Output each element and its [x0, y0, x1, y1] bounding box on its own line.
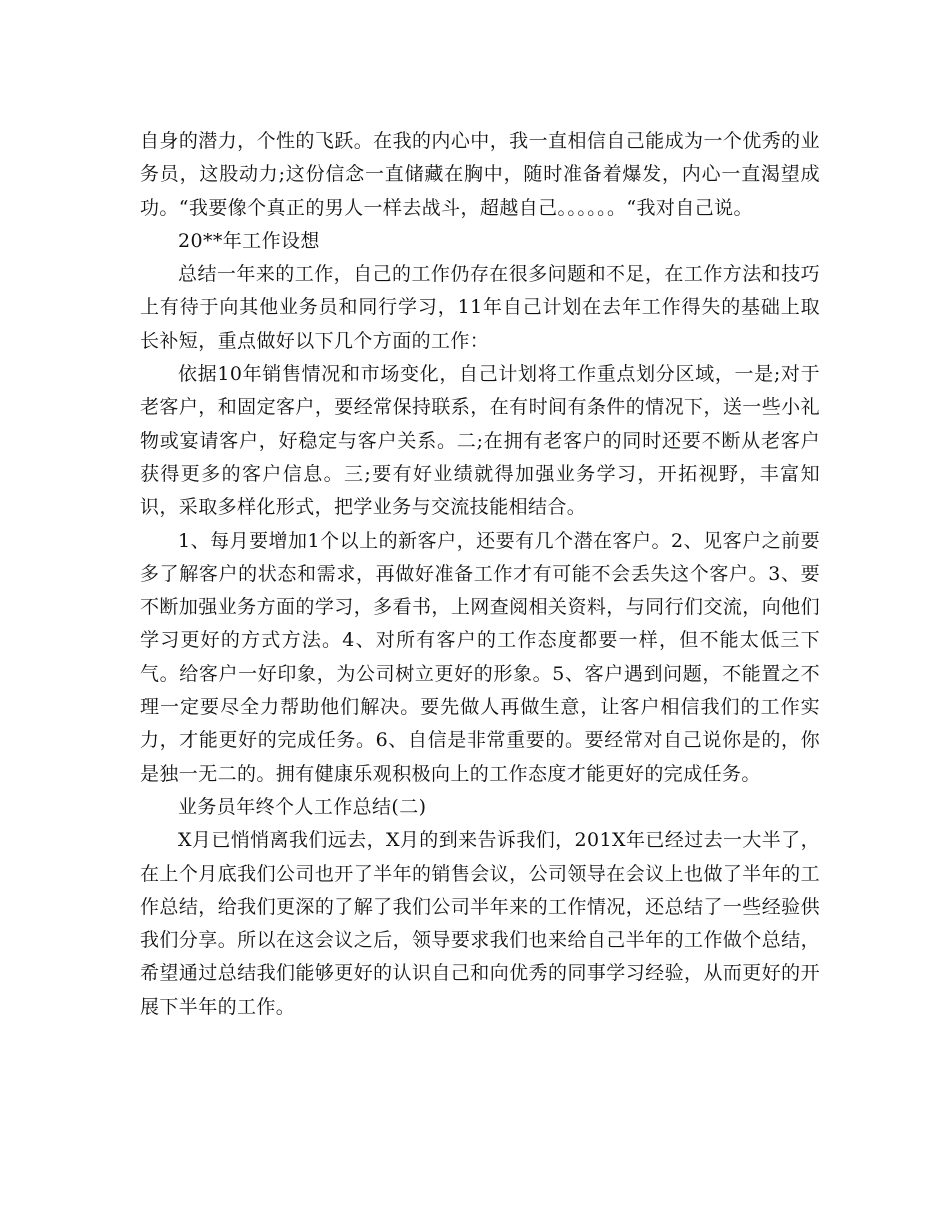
paragraph-1: 自身的潜力，个性的飞跃。在我的内心中，我一直相信自己能成为一个优秀的业务员，这股动力;这份信念一直储藏在胸中，随时准备着爆发，内心一直渴望成功。“我要像个真正的男人一样去战斗，超越自己。。。。。。“我对自己说。: [140, 130, 820, 219]
section-heading-summary-two: 业务员年终个人工作总结(二): [178, 795, 427, 818]
paragraph-4: 依据10年销售情况和市场变化，自己计划将工作重点划分区域，一是;对于老客户，和固定客户，要经常保持联系，在有时间有条件的情况下，送一些小礼物或宴请客户，好稳定与客户关系。二;在拥有老客户的同时还要不断从老客户获得更多的客户信息。三;要有好业绩就得加强业务学习，开拓视野，丰富知识，采取多样化形式，把学业务与交流技能相结合。: [140, 363, 820, 519]
paragraph-7: X月已悄悄离我们远去，X月的到来告诉我们，201X年已经过去一大半了，在上个月底我们公司也开了半年的销售会议，公司领导在会议上也做了半年的工作总结，给我们更深的了解了我们公司半年来的工作情况，还总结了一些经验供我们分享。所以在这会议之后，领导要求我们也来给自己半年的工作做个总结，希望通过总结我们能够更好的认识自己和向优秀的同事学习经验，从而更好的开展下半年的工作。: [140, 829, 820, 1018]
document-body: [140, 125, 820, 1024]
paragraph-3: 总结一年来的工作，自己的工作仍存在很多问题和不足，在工作方法和技巧上有待于向其他业务员和同行学习，11年自己计划在去年工作得失的基础上取长补短，重点做好以下几个方面的工作：: [140, 263, 820, 352]
paragraph-5: 1、每月要增加1个以上的新客户，还要有几个潜在客户。2、见客户之前要多了解客户的状态和需求，再做好准备工作才有可能不会丢失这个客户。3、要不断加强业务方面的学习，多看书，上网查阅相关资料，与同行们交流，向他们学习更好的方式方法。4、对所有客户的工作态度都要一样，但不能太低三下气。给客户一好印象，为公司树立更好的形象。5、客户遇到问题，不能置之不理一定要尽全力帮助他们解决。要先做人再做生意，让客户相信我们的工作实力，才能更好的完成任务。6、自信是非常重要的。要经常对自己说你是的，你是独一无二的。拥有健康乐观积极向上的工作态度才能更好的完成任务。: [140, 529, 820, 785]
section-heading-work-plan: 20**年工作设想: [178, 229, 320, 252]
